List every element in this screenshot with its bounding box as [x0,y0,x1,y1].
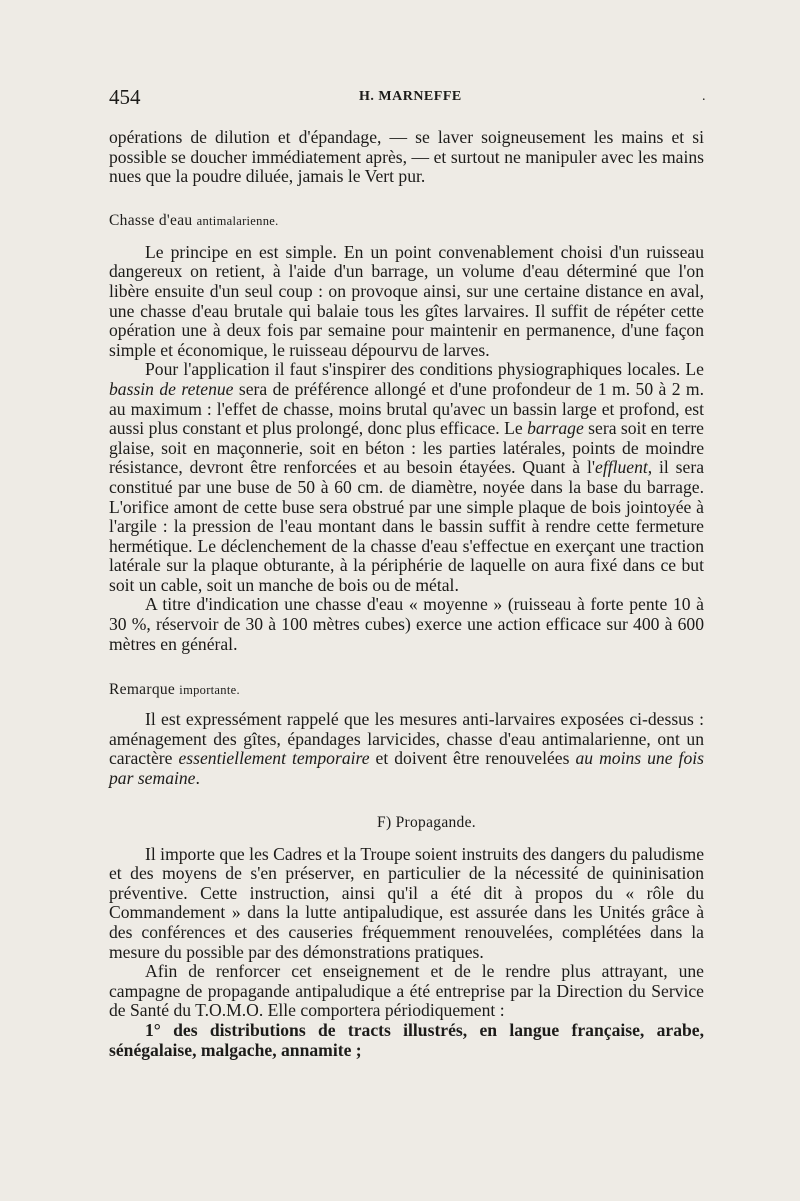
propagande-paragraph-2: Afin de renforcer cet enseignement et de le rendre plus attrayant, une campagne de propagande antipaludique a été entreprise par la Direction du Service de Santé du T.O.M.O. Elle comportera périodiquement : [109,961,704,1021]
remarque-text-b: et doivent être renouvelées [369,748,576,769]
remarque-text-c: . [195,768,200,789]
page-header [109,85,709,115]
header-mark: . [702,89,706,104]
chasse-paragraph-1: Le principe en est simple. En un point convenablement choisi d'un ruisseau dangereux on retient, à l'aide d'un barrage, un volume d'eau déterminé que l'on libère ensuite d'un seul coup : on provoque ainsi, sur une certaine distance en aval, une chasse d'eau brutale qui balaie tous les gîtes larvaires. Il suffit de répéter cette opération une à deux fois par semaine pour maintenir en permanence, d'une façon simple et économique, le ruisseau dépourvu de larves. [109,241,704,360]
chasse-p2-emphasis-bassin: bassin de retenue [109,378,234,399]
chasse-paragraph-2 [109,360,704,595]
chasse-p2-text-d: , il sera constitué par une buse de 50 à 60 cm. de diamètre, noyée dans la base du barrage. L'orifice amont de cette buse sera obstrué par une simple plaque de bois jointoyée à l'argile : la pression de l'eau montant dans le bassin suffit à rendre cette fermeture hermétique. Le déclenchement de la chasse d'eau s'effectue en exerçant une traction latérale sur la plaque obturante, à la périphérie de laquelle on aura fixé dans ce but soit un cable, soit un manche de bois ou de métal. [109,457,705,595]
chasse-p2-emphasis-barrage: barrage [527,418,584,439]
page-body [109,128,704,1060]
heading-chasse-first: Chasse d'eau [109,211,193,229]
remarque-emphasis-temporaire: essentiellement temporaire [178,748,370,769]
section-heading-chasse-eau [109,211,704,231]
section-heading-propagande [109,813,704,833]
remarque-paragraph [109,710,704,788]
propagande-list-item-1: 1° des distributions de tracts illustrés, en langue française, arabe, sénégalaise, malgache, annamite ; [109,1019,704,1060]
remarque-text-a: Il est expressément rappelé que les mesures anti-larvaires exposées ci-dessus : aménagement des gîtes, épandages larvicides, chasse d'eau antimalarienne, ont un caractère [109,709,704,769]
heading-remarque-rest: importante. [179,683,240,698]
heading-chasse-rest: antimalarienne. [196,213,279,228]
propagande-paragraph-1: Il importe que les Cadres et la Troupe soient instruits des dangers du paludisme et des moyens de s'en préserver, en particulier de la nécessité de quininisation préventive. Cette instruction, ainsi qu'il a été dit à propos du « rôle du Commandement » dans la lutte antipaludique, est assurée dans les Unités grâce à des conférences et des causeries fréquemment renouvelées, complétées dans la mesure du possible par des démonstrations pratiques. [109,843,704,962]
chasse-p2-text-a: Pour l'application il faut s'inspirer des conditions physiographiques locales. Le [145,359,704,380]
page-number: 454 [109,85,141,109]
chasse-paragraph-3: A titre d'indication une chasse d'eau « moyenne » (ruisseau à forte pente 10 à 30 %, réservoir de 30 à 100 mètres cubes) exerce une action efficace sur 400 à 600 mètres en général. [109,594,704,654]
chasse-p2-text-b: sera de préférence allongé et d'une profondeur de 1 m. 50 à 2 m. au maximum : l'effet de chasse, moins brutal qu'avec un bassin large et profond, est aussi plus constant et plus prolongé, donc plus efficace. Le [109,378,704,439]
remarque-emphasis-semaine: au moins une fois par semaine [109,748,704,789]
intro-paragraph: opérations de dilution et d'épandage, — se laver soigneusement les mains et si possible se doucher immédiatement après, — et surtout ne manipuler avec les mains nues que la poudre diluée, jamais le Vert pur. [109,127,704,187]
heading-propagande-prefix: F) [377,813,392,831]
heading-propagande-title: Propagande. [395,813,476,831]
chasse-p2-text-c: sera soit en terre glaise, soit en maçonnerie, soit en béton : les parties latérales, points de moindre résistance, devront être renforcées et au besoin étayées. Quant à l' [109,418,704,478]
chasse-p2-emphasis-effluent: effluent [595,457,648,478]
heading-remarque-first: Remarque [109,681,176,699]
section-heading-remarque [109,680,704,700]
running-head: H. MARNEFFE [359,89,462,104]
